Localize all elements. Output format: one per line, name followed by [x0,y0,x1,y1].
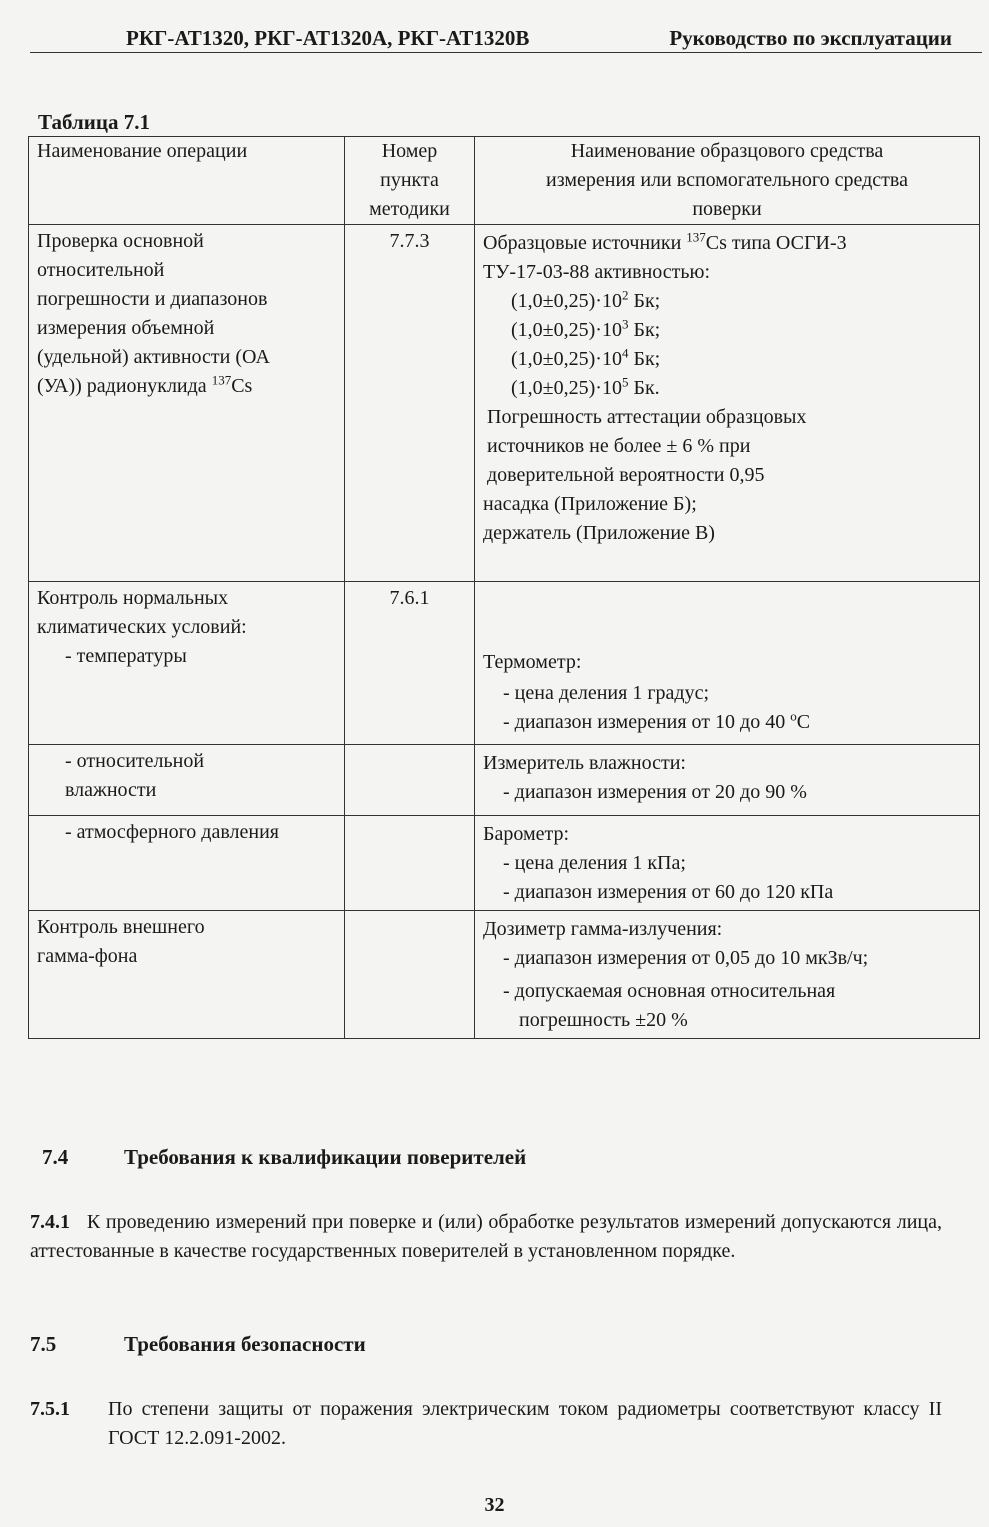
paragraph-7-5-1: 7.5.1 По степени защиты от поражения электрическим током радиометры соответствуют классу II ГОСТ 12.2.091-2002. [30,1398,942,1449]
row5-operation: Контроль внешнего гамма-фона [29,911,345,1039]
section-7-4-heading: 7.4 Требования к квалификации поверителей [42,1145,527,1169]
row1-instrument: Образцовые источники $^{137}$Cs типа ОСГИ-3 ТУ-17-03-88 активностью: $(1,0\pm 0,25)\cdot 10^2$ Бк; $(1,0\pm 0,25)\cdot 10^3$ Бк; $(1,0\pm 0,25)\cdot 10^4$ Бк; $(1,0\pm 0,25)\cdot 10^5$ Бк. Погрешность аттестации образцовых источников не более ± 6 % при доверительной вероятности 0,95 насадка (Приложение Б); держатель (Приложение В) [475,225,980,582]
table-row [29,911,980,1039]
table-header-row [29,137,980,225]
table-row [29,745,980,816]
row4-item [345,816,475,911]
verification-table [28,136,980,1039]
table-row [29,816,980,911]
header-models: РКГ-АТ1320, РКГ-АТ1320А, РКГ-АТ1320В [126,26,530,50]
row1-operation: Проверка основной относительной погрешности и диапазонов измерения объемной (удельной) активности (ОА (УА)) радионуклида $^{137}$Cs [29,225,345,582]
table-row [29,225,980,582]
row4-instrument: Барометр: - цена деления 1 кПа; - диапазон измерения от 60 до 120 кПа [475,816,980,911]
paragraph-7-4-1: 7.4.1 К проведению измерений при поверке и (или) обработке результатов измерений допускаются лица, аттестованные в качестве государственных поверителей в установленном порядке. [30,1211,943,1262]
row4-operation: - атмосферного давления [29,816,345,911]
row2-operation: Контроль нормальных климатических условий: - температуры [29,582,345,745]
header-instrument: Наименование образцового средства измерения или вспомогательного средства поверки [475,137,980,225]
table-caption: Таблица 7.1 [38,110,150,134]
section-7-5-heading: 7.5 Требования безопасности [30,1332,366,1356]
row2-item: 7.6.1 [345,582,475,745]
page-header [30,22,982,53]
row3-operation: - относительной влажности [29,745,345,816]
table-row [29,582,980,745]
row5-item [345,911,475,1039]
row5-instrument: Дозиметр гамма-излучения: - диапазон измерения от 0,05 до 10 мкЗв/ч; - допускаемая основная относительная погрешность ±20 % [475,911,980,1039]
row1-item: 7.7.3 [345,225,475,582]
row2-instrument: Термометр: - цена деления 1 градус; - диапазон измерения от 10 до 40 $^о$С [475,582,980,745]
header-operation: Наименование операции [29,137,345,225]
page-number: 32 [484,1494,505,1516]
header-item-number: Номер пункта методики [345,137,475,225]
header-doc-title: Руководство по эксплуатации [669,26,952,50]
row3-instrument: Измеритель влажности: - диапазон измерения от 20 до 90 % [475,745,980,816]
row3-item [345,745,475,816]
